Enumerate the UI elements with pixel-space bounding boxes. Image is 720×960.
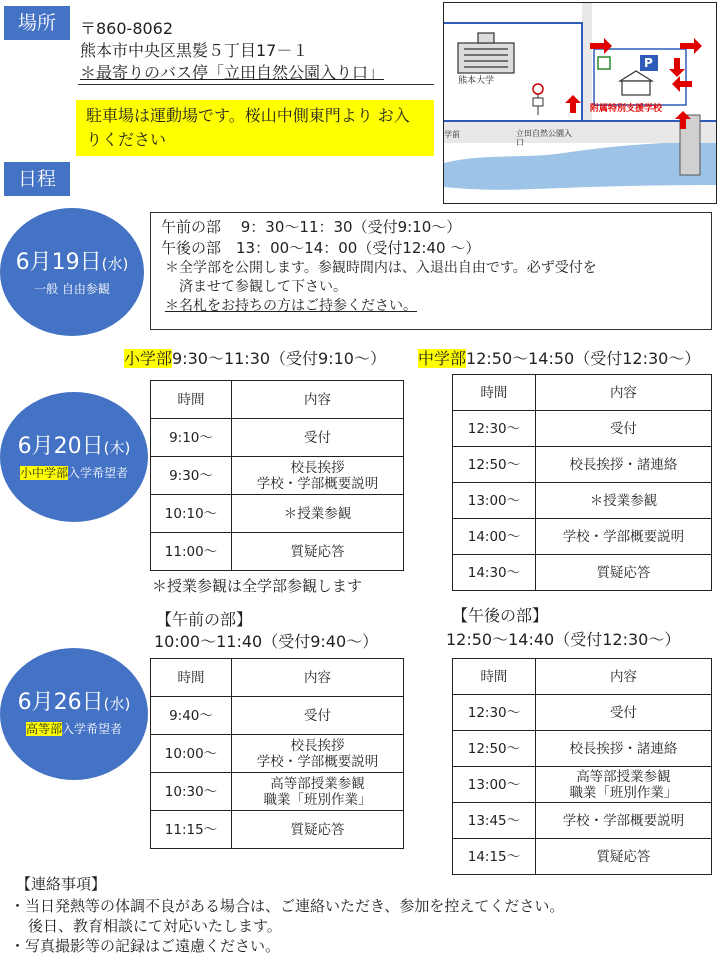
content-line: 質疑応答 — [596, 564, 651, 581]
table-row — [453, 411, 712, 447]
day1-note2: ＊名札をお持ちの方はご持参ください。 — [165, 298, 417, 314]
content-line: 高等部授業参観 — [576, 768, 671, 785]
jr-schedule-table — [452, 374, 712, 591]
content-line: 校長挨拶・諸連絡 — [569, 456, 678, 473]
day3-weekday: (水) — [103, 695, 131, 713]
address-divider — [78, 84, 434, 85]
content-line: 校長挨拶・諸連絡 — [569, 740, 678, 757]
table-header-cell: 内容 — [535, 375, 711, 411]
day3-circle — [0, 648, 148, 780]
table-header-cell: 時間 — [453, 375, 536, 411]
content-line: 学校・学部概要説明 — [562, 528, 685, 545]
map-drawing — [444, 3, 717, 204]
time-cell: 13:00～ — [453, 483, 536, 519]
time-cell: 11:00～ — [151, 533, 232, 571]
day1-weekday: (水) — [101, 255, 129, 273]
day1-note1: ＊全学部を公開します。参観時間内は、入退出自由です。必ず受付を — [165, 260, 597, 276]
day2-note: ＊授業参観は全学部参観します — [152, 577, 363, 595]
schedule-label: 日程 — [4, 162, 70, 196]
content-cell — [535, 411, 711, 447]
table-row — [453, 803, 712, 839]
content-cell — [535, 731, 711, 767]
content-line: 受付 — [609, 420, 637, 437]
table-header-cell: 時間 — [151, 659, 232, 697]
table-row — [151, 773, 404, 811]
parking-sign-icon: P — [644, 56, 653, 70]
time-cell: 12:30～ — [453, 411, 536, 447]
content-cell — [231, 735, 403, 773]
elem-heading: 小学部9:30～11:30（受付9:10～） — [124, 349, 386, 368]
time-cell: 10:00～ — [151, 735, 232, 773]
time-cell: 13:45～ — [453, 803, 536, 839]
time-cell: 14:00～ — [453, 519, 536, 555]
time-cell: 14:30～ — [453, 555, 536, 591]
elem-schedule-table — [150, 380, 404, 571]
content-cell — [535, 519, 711, 555]
time-cell: 10:30～ — [151, 773, 232, 811]
content-cell — [535, 555, 711, 591]
time-cell: 11:15～ — [151, 811, 232, 849]
table-row — [453, 695, 712, 731]
contact-line1b: 後日、教育相談にて対応いたします。 — [28, 917, 282, 935]
table-header-cell: 時間 — [151, 381, 232, 419]
jr-heading: 中学部12:50～14:50（受付12:30～） — [418, 349, 701, 368]
table-header-row — [453, 659, 712, 695]
content-line: 学校・学部概要説明 — [562, 812, 685, 829]
table-row — [453, 447, 712, 483]
day2-weekday: (木) — [103, 439, 131, 457]
content-cell — [231, 419, 403, 457]
content-line: 学校・学部概要説明 — [256, 753, 379, 770]
contact-line2: ・写真撮影等の記録はご遠慮ください。 — [10, 937, 281, 955]
content-cell — [231, 457, 403, 495]
content-line: 高等部授業参観 — [270, 775, 365, 792]
time-cell: 12:30～ — [453, 695, 536, 731]
table-row — [151, 735, 404, 773]
content-line: 職業「班別作業」 — [569, 784, 678, 801]
time-cell: 13:00～ — [453, 767, 536, 803]
pm-time: 12:50～14:40（受付12:30～） — [446, 630, 681, 649]
am-heading: 【午前の部】 — [156, 610, 253, 629]
content-line: 職業「班別作業」 — [263, 791, 372, 808]
table-row — [151, 697, 404, 735]
content-line: 受付 — [303, 429, 331, 446]
table-header-row — [151, 381, 404, 419]
day1-note1b: 済ませて参観して下さい。 — [179, 279, 347, 295]
am-schedule-table — [150, 658, 404, 849]
table-header-row — [151, 659, 404, 697]
map-school-label: 附属特別支援学校 — [590, 104, 663, 114]
contact-line1: ・当日発熱等の体調不良がある場合は、ご連絡いただき、参加を控えてください。 — [10, 897, 565, 915]
time-cell: 9:40～ — [151, 697, 232, 735]
day1-box — [150, 212, 712, 330]
content-cell — [535, 839, 711, 875]
content-line: ＊授業参観 — [589, 492, 658, 509]
pm-schedule-table — [452, 658, 712, 875]
table-header-cell: 内容 — [535, 659, 711, 695]
content-line: 質疑応答 — [290, 543, 345, 560]
content-cell — [231, 811, 403, 849]
content-cell — [535, 803, 711, 839]
day1-date: 6月19日 — [15, 250, 102, 275]
table-row — [453, 839, 712, 875]
content-line: 受付 — [609, 704, 637, 721]
time-cell: 9:30～ — [151, 457, 232, 495]
day3-date: 6月26日 — [17, 690, 104, 715]
bus-stop: ＊最寄りのバス停「立田自然公園入り口」 — [80, 63, 385, 82]
time-cell: 10:10～ — [151, 495, 232, 533]
content-cell — [535, 483, 711, 519]
content-cell — [231, 773, 403, 811]
content-cell — [535, 767, 711, 803]
postal-code: 〒860-8062 — [80, 19, 174, 38]
content-cell — [231, 495, 403, 533]
day1-sub: 一般 自由参観 — [34, 282, 110, 296]
content-line: 校長挨拶 — [290, 459, 345, 476]
content-line: 学校・学部概要説明 — [256, 475, 379, 492]
access-map — [443, 2, 717, 204]
map-building-label: 熊本大学 — [458, 76, 495, 86]
time-cell: 9:10～ — [151, 419, 232, 457]
day3-sub: 高等部入学希望者 — [25, 722, 123, 736]
pm-heading: 【午後の部】 — [452, 606, 549, 625]
contact-heading: 【連絡事項】 — [16, 875, 107, 893]
content-line: ＊授業参観 — [283, 505, 352, 522]
time-cell: 12:50～ — [453, 731, 536, 767]
content-cell — [535, 695, 711, 731]
content-cell — [231, 697, 403, 735]
map-left-label: 学前 — [444, 130, 460, 139]
content-line: 質疑応答 — [596, 848, 651, 865]
table-row — [453, 483, 712, 519]
table-row — [151, 495, 404, 533]
table-header-row — [453, 375, 712, 411]
table-row — [151, 457, 404, 495]
content-line: 校長挨拶 — [290, 737, 345, 754]
day2-circle — [0, 392, 148, 522]
day1-pm: 午後の部 13：00～14：00（受付12:40 ～） — [161, 239, 481, 257]
day1-am: 午前の部 9：30～11：30（受付9:10～） — [161, 218, 462, 236]
table-row — [151, 533, 404, 571]
table-header-cell: 内容 — [231, 381, 403, 419]
time-cell: 12:50～ — [453, 447, 536, 483]
day2-sub: 小中学部入学希望者 — [19, 466, 129, 480]
content-line: 質疑応答 — [290, 821, 345, 838]
am-time: 10:00～11:40（受付9:40～） — [154, 632, 379, 651]
table-row — [453, 555, 712, 591]
parking-note: 駐車場は運動場です。桜山中側東門より お入りください — [76, 100, 434, 156]
table-row — [453, 767, 712, 803]
table-row — [151, 419, 404, 457]
table-row — [151, 811, 404, 849]
table-row — [453, 731, 712, 767]
time-cell: 14:15～ — [453, 839, 536, 875]
table-row — [453, 519, 712, 555]
table-header-cell: 時間 — [453, 659, 536, 695]
day1-circle — [0, 208, 144, 336]
content-cell — [535, 447, 711, 483]
content-cell — [231, 533, 403, 571]
location-label: 場所 — [4, 6, 70, 40]
address: 熊本市中央区黒髪５丁目17－１ — [80, 41, 309, 60]
map-park-label: 立田自然公園入口 — [516, 129, 572, 147]
table-header-cell: 内容 — [231, 659, 403, 697]
content-line: 受付 — [303, 707, 331, 724]
day2-date: 6月20日 — [17, 434, 104, 459]
